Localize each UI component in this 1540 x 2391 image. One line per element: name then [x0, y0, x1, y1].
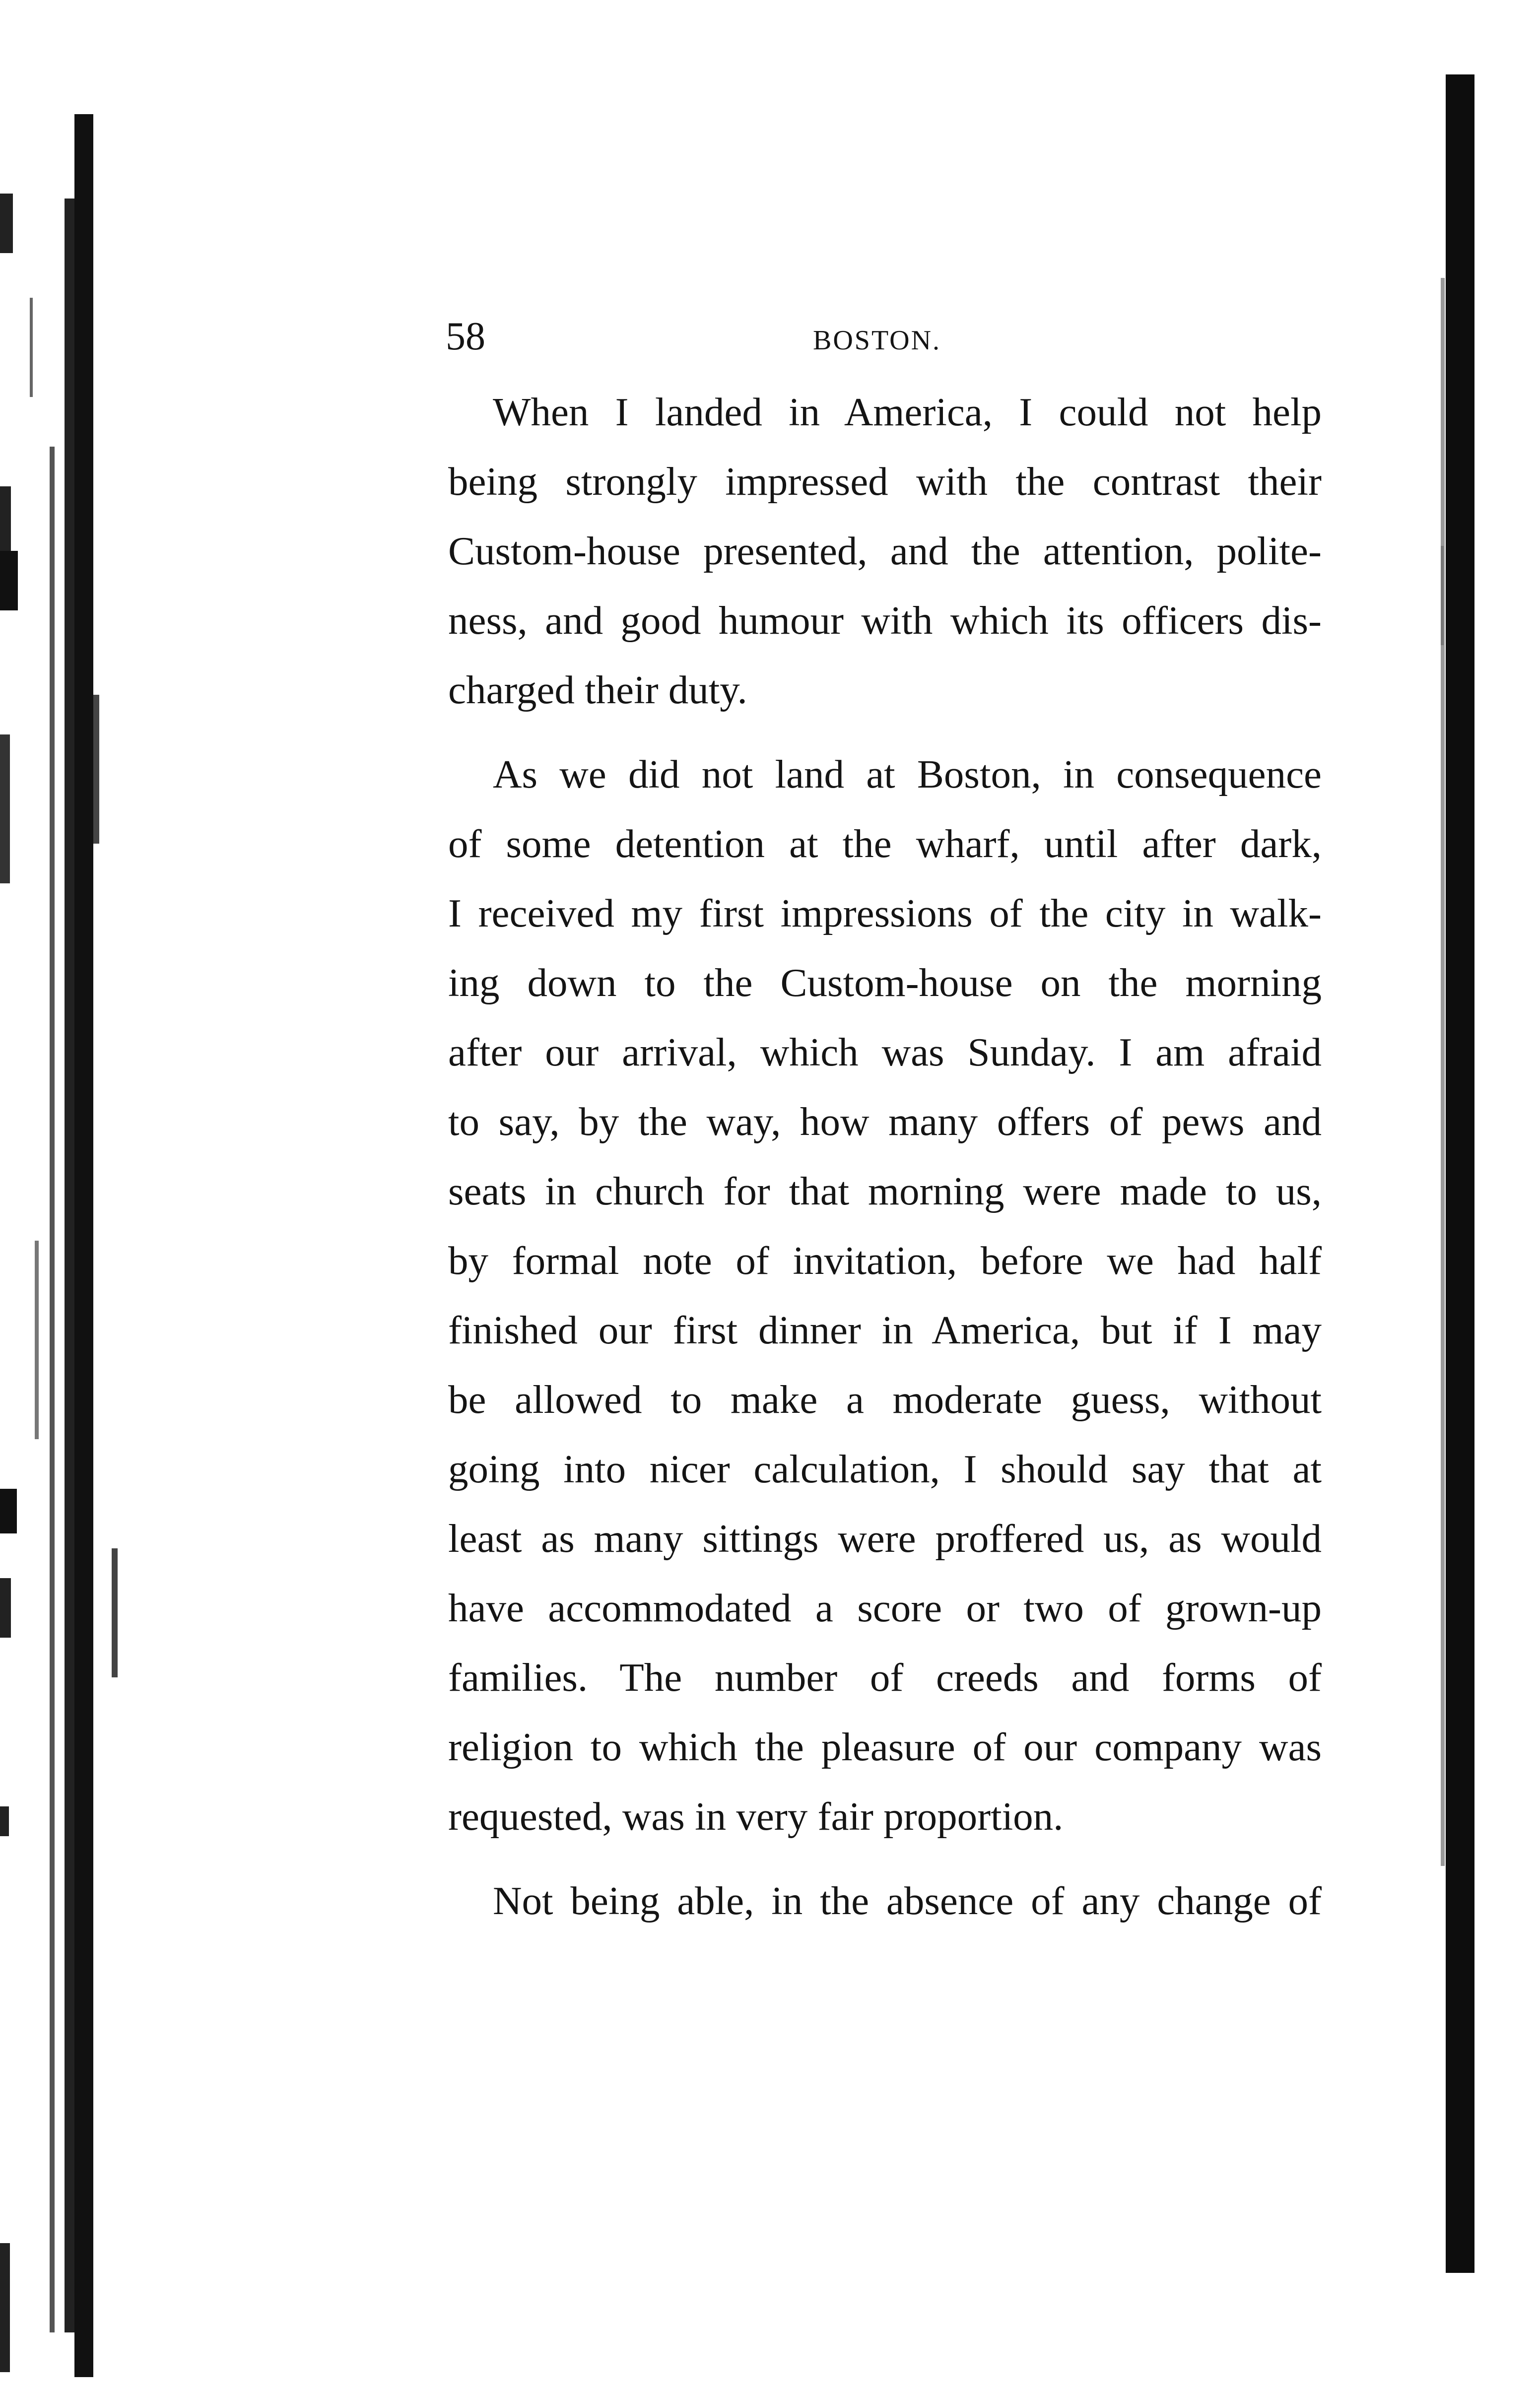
- scan-binding-edge-left: [0, 0, 129, 2391]
- text-line: ness, and good humour with which its officers dis-: [448, 598, 1322, 643]
- text-line: after our arrival, which was Sunday. I am afraid: [448, 1030, 1322, 1074]
- text-line: have accommodated a score or two of grown-up: [448, 1586, 1322, 1630]
- text-line: requested, was in very fair proportion.: [448, 1794, 1064, 1839]
- page-number: 58: [446, 315, 485, 358]
- text-line: finished our first dinner in America, but if I may: [448, 1308, 1322, 1352]
- body-text: [448, 377, 1322, 1935]
- text-line: by formal note of invitation, before we had half: [448, 1238, 1322, 1283]
- text-line: to say, by the way, how many offers of pews and: [448, 1099, 1322, 1144]
- text-line: I received my first impressions of the city in walk-: [448, 891, 1322, 935]
- text-line: of some detention at the wharf, until after dark,: [448, 821, 1322, 866]
- text-line: Custom-house presented, and the attention, polite-: [448, 529, 1322, 573]
- text-line: being strongly impressed with the contrast their: [448, 459, 1322, 504]
- page-header: [446, 312, 1324, 366]
- text-line: families. The number of creeds and forms of: [448, 1655, 1322, 1700]
- text-line: When I landed in America, I could not help: [493, 390, 1322, 434]
- text-line: religion to which the pleasure of our company was: [448, 1725, 1322, 1769]
- text-line: seats in church for that morning were made to us,: [448, 1169, 1322, 1213]
- text-line: be allowed to make a moderate guess, without: [448, 1377, 1322, 1422]
- text-line: As we did not land at Boston, in consequence: [493, 752, 1322, 797]
- text-line: Not being able, in the absence of any change of: [493, 1878, 1322, 1923]
- text-line: charged their duty.: [448, 667, 747, 712]
- text-line: least as many sittings were proffered us, as would: [448, 1516, 1322, 1561]
- scan-binding-edge-right: [1441, 0, 1540, 2391]
- text-line: ing down to the Custom-house on the morning: [448, 960, 1322, 1005]
- text-line: going into nicer calculation, I should say that at: [448, 1447, 1322, 1491]
- running-head: BOSTON.: [813, 325, 941, 356]
